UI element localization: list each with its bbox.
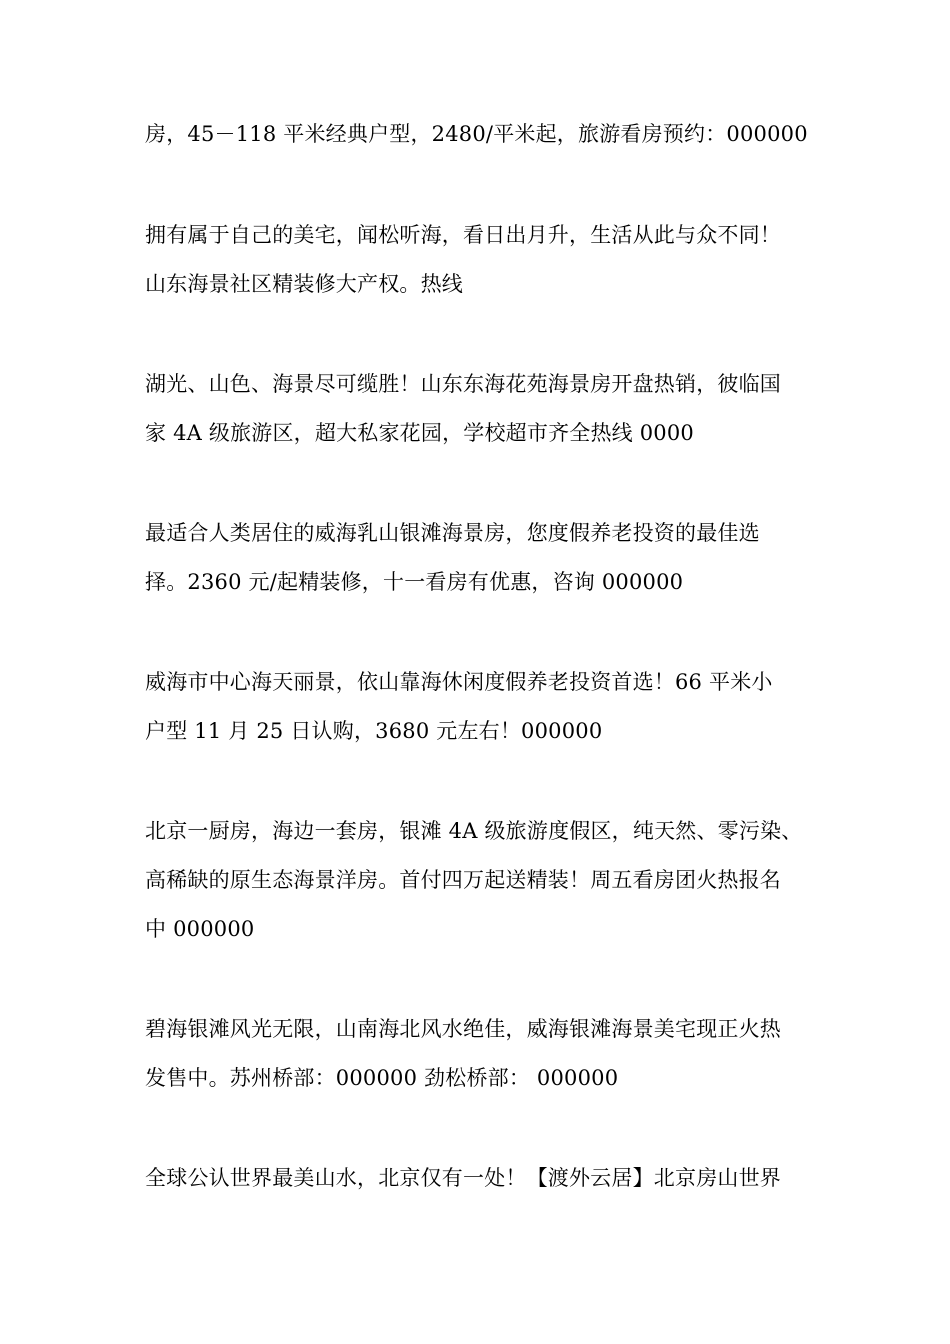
paragraph-line: 中 000000 bbox=[145, 917, 255, 941]
paragraph-5 bbox=[145, 658, 815, 756]
paragraph-7 bbox=[145, 1005, 815, 1103]
paragraph-line: 发售中。苏州桥部：000000 劲松桥部： 000000 bbox=[145, 1066, 619, 1090]
paragraph-line: 择。2360 元/起精装修，十一看房有优惠，咨询 000000 bbox=[145, 570, 684, 594]
paragraph-8 bbox=[145, 1154, 815, 1203]
paragraph-line: 山东海景社区精装修大产权。热线 bbox=[145, 272, 463, 296]
paragraph-line: 拥有属于自己的美宅，闻松听海，看日出月升，生活从此与众不同！ bbox=[145, 223, 781, 247]
paragraph-line: 碧海银滩风光无限，山南海北风水绝佳，威海银滩海景美宅现正火热 bbox=[145, 1017, 781, 1041]
paragraph-line: 北京一厨房，海边一套房，银滩 4A 级旅游度假区，纯天然、零污染、 bbox=[145, 819, 803, 843]
paragraph-2 bbox=[145, 211, 815, 309]
paragraph-6 bbox=[145, 807, 815, 954]
paragraph-line: 威海市中心海天丽景，依山靠海休闲度假养老投资首选！66 平米小 bbox=[145, 670, 773, 694]
paragraph-line: 家 4A 级旅游区，超大私家花园，学校超市齐全热线 0000 bbox=[145, 421, 694, 445]
paragraph-line: 房，45－118 平米经典户型，2480/平米起，旅游看房预约：000000 bbox=[145, 122, 808, 146]
paragraph-3 bbox=[145, 360, 815, 458]
paragraph-line: 户型 11 月 25 日认购，3680 元左右！000000 bbox=[145, 719, 603, 743]
paragraph-line: 湖光、山色、海景尽可缆胜！山东东海花苑海景房开盘热销，彼临国 bbox=[145, 372, 781, 396]
paragraph-line: 高稀缺的原生态海景洋房。首付四万起送精装！周五看房团火热报名 bbox=[145, 868, 781, 892]
paragraph-4 bbox=[145, 509, 815, 607]
paragraph-1 bbox=[145, 110, 815, 159]
paragraph-line: 最适合人类居住的威海乳山银滩海景房，您度假养老投资的最佳选 bbox=[145, 521, 760, 545]
paragraph-line: 全球公认世界最美山水，北京仅有一处！【渡外云居】北京房山世界 bbox=[145, 1166, 781, 1190]
